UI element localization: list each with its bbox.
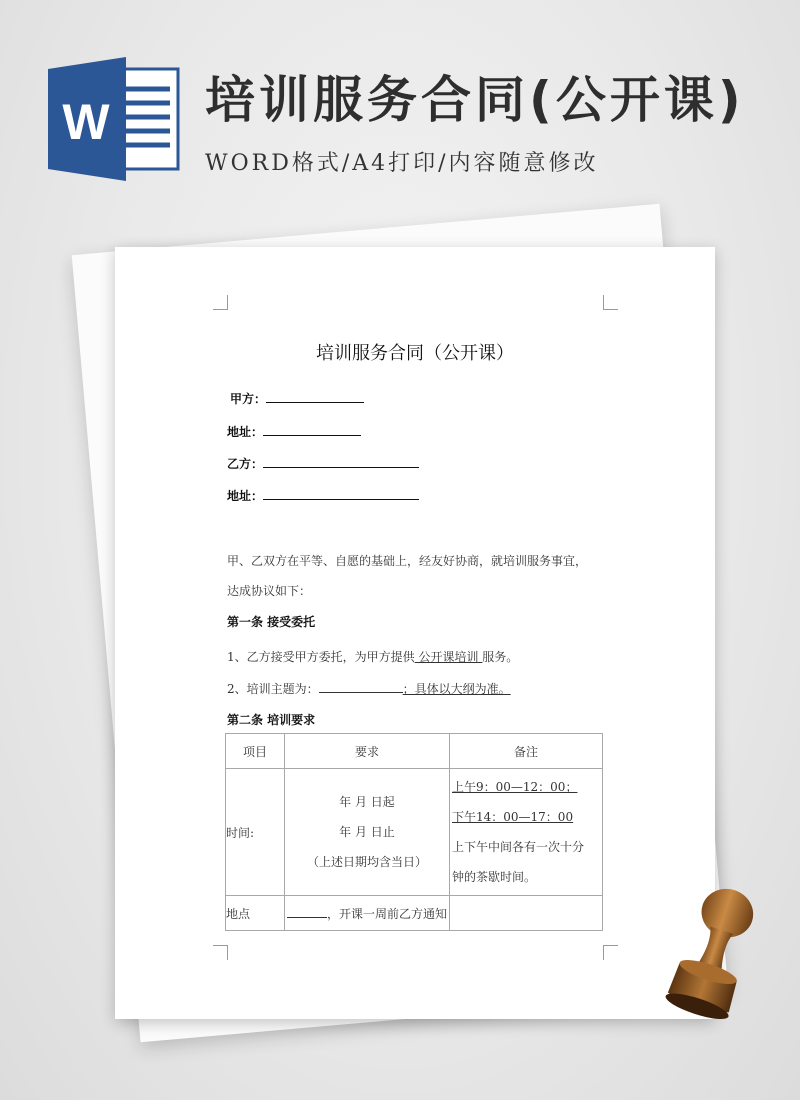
header-item: 项目 xyxy=(226,734,285,769)
party-a-address-label: 地址： xyxy=(227,425,264,439)
item-1-suffix: 服务。 xyxy=(482,650,519,664)
party-b-address-field xyxy=(227,487,419,504)
remark-break-2: 钟的茶歇时间。 xyxy=(452,870,537,884)
place-text: ，开课一周前乙方通知 xyxy=(326,906,447,921)
document-page xyxy=(115,247,715,1019)
party-a-address-blank xyxy=(263,423,361,436)
party-a-address-field xyxy=(227,423,361,440)
intro-line-2: 达成协议如下： xyxy=(227,584,312,598)
time-note: （上述日期均含当日） xyxy=(306,855,427,869)
time-start: 年 月 日起 xyxy=(339,795,395,809)
document-title: 培训服务合同（公开课） xyxy=(316,343,514,364)
table-row-place xyxy=(226,896,603,931)
party-b-field xyxy=(227,455,419,472)
article-1-item-1 xyxy=(227,648,518,665)
header-requirement: 要求 xyxy=(285,734,450,769)
header-remark: 备注 xyxy=(450,734,603,769)
crop-mark-top-left xyxy=(213,295,228,310)
table-header-row xyxy=(226,734,603,769)
banner-title: 培训服务合同(公开课) xyxy=(205,71,745,129)
place-blank xyxy=(287,905,327,918)
crop-mark-bottom-right xyxy=(603,945,618,960)
requirements-table xyxy=(225,733,603,931)
party-b-address-blank xyxy=(263,487,419,500)
item-1-value: 公开课培训 xyxy=(414,650,483,664)
article-1-heading: 第一条 接受委托 xyxy=(227,615,316,629)
item-2-text: 2、培训主题为： xyxy=(227,682,319,696)
item-2-blank xyxy=(319,680,403,693)
crop-mark-bottom-left xyxy=(213,945,228,960)
remark-break-1: 上下午中间各有一次十分 xyxy=(452,840,585,854)
article-2-heading: 第二条 培训要求 xyxy=(227,713,316,727)
item-1-text: 1、乙方接受甲方委托，为甲方提供 xyxy=(227,650,415,664)
party-a-field xyxy=(230,390,364,407)
time-requirement-cell xyxy=(285,769,450,896)
crop-mark-top-right xyxy=(603,295,618,310)
place-remark-cell xyxy=(450,896,603,931)
place-cell xyxy=(285,896,450,931)
remark-afternoon: 下午14：00—17：00 xyxy=(452,810,574,824)
party-a-blank xyxy=(266,390,364,403)
intro-line-1: 甲、乙双方在平等、自愿的基础上，经友好协商，就培训服务事宜， xyxy=(227,554,588,568)
word-document-icon xyxy=(48,55,183,183)
banner-subtitle: WORD格式/A4打印/内容随意修改 xyxy=(205,151,599,176)
party-a-label: 甲方： xyxy=(230,392,267,406)
party-b-address-label: 地址： xyxy=(227,489,264,503)
time-remark-cell xyxy=(450,769,603,896)
party-b-label: 乙方： xyxy=(227,457,264,471)
article-1-item-2 xyxy=(227,680,511,697)
time-end: 年 月 日止 xyxy=(339,825,395,839)
time-label: 时间: xyxy=(226,769,285,896)
party-b-blank xyxy=(263,455,419,468)
remark-morning: 上午9：00—12：00； xyxy=(452,780,578,794)
wooden-stamp-icon xyxy=(650,880,770,1040)
place-label: 地点 xyxy=(226,896,285,931)
svg-text:W: W xyxy=(62,94,110,150)
table-row-time xyxy=(226,769,603,896)
item-2-suffix: ；具体以大纲为准。 xyxy=(402,682,511,696)
